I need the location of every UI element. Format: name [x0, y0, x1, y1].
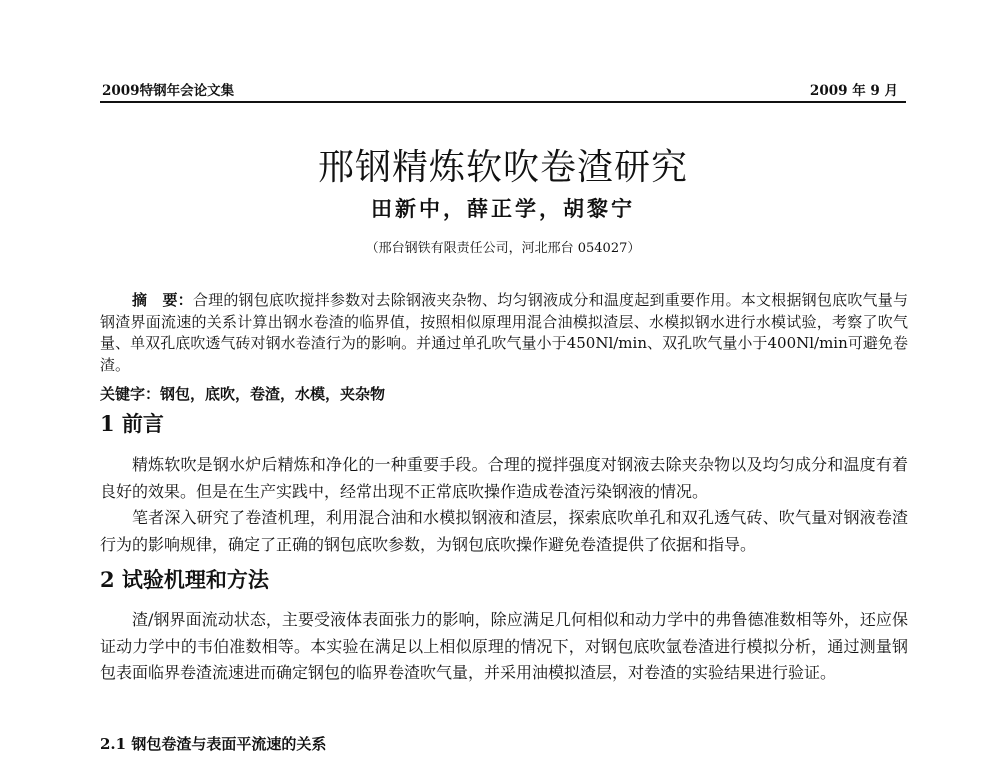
paragraph: 精炼软吹是钢水炉后精炼和净化的一种重要手段。合理的搅拌强度对钢液去除夹杂物以及均匀成分和温度有着良好的效果。但是在生产实践中，经常出现不正常底吹操作造成卷渣污染钢液的情况。 — [100, 455, 908, 501]
abstract-text: 合理的钢包底吹搅拌参数对去除钢液夹杂物、均匀钢液成分和温度起到重要作用。本文根据钢包底吹气量与钢渣界面流速的关系计算出钢水卷渣的临界值，按照相似原理用混合油模拟渣层、水模拟钢水进行水模试验，考察了吹气量、单双孔底吹透气砖对钢水卷渣行为的影响。并通过单孔吹气量小于450Nl/min、双孔吹气量小于400Nl/min可避免卷渣。 — [100, 291, 908, 374]
paper-affiliation: （邢台钢铁有限责任公司，河北邢台 054027） — [365, 241, 641, 256]
section-1-body — [100, 452, 908, 558]
section-2-body — [100, 607, 908, 687]
header-journal: 2009特钢年会论文集 — [102, 83, 235, 99]
keywords-label: 关键字： — [100, 385, 161, 403]
abstract-label: 摘 要： — [132, 291, 193, 309]
paragraph: 渣/钢界面流动状态，主要受液体表面张力的影响，除应满足几何相似和动力学中的弗鲁德准数相等外，还应保证动力学中的韦伯准数相等。本实验在满足以上相似原理的情况下，对钢包底吹氩卷渣进行模拟分析，通过测量钢包表面临界卷渣流速进而确定钢包的临界卷渣吹气量，并采用油模拟渣层，对卷渣的实验结果进行验证。 — [100, 610, 908, 682]
section-heading-2: 2 试验机理和方法 — [100, 567, 269, 592]
paragraph: 笔者深入研究了卷渣机理，利用混合油和水模拟钢液和渣层，探索底吹单孔和双孔透气砖、吹气量对钢液卷渣行为的影响规律，确定了正确的钢包底吹参数，为钢包底吹操作避免卷渣提供了依据和指导。 — [100, 508, 908, 554]
running-header — [100, 77, 906, 103]
paper-title: 邢钢精炼软吹卷渣研究 — [317, 147, 688, 188]
keywords-text: 钢包，底吹，卷渣，水模，夹杂物 — [160, 385, 386, 403]
header-date: 2009 年 9 月 — [809, 83, 898, 99]
keywords — [100, 384, 908, 404]
paper-authors: 田新中，薛正学，胡黎宁 — [371, 196, 635, 221]
section-heading-1: 1 前言 — [100, 411, 164, 436]
abstract — [100, 290, 908, 376]
subsection-heading: 2.1 钢包卷渣与表面平流速的关系 — [100, 735, 327, 753]
